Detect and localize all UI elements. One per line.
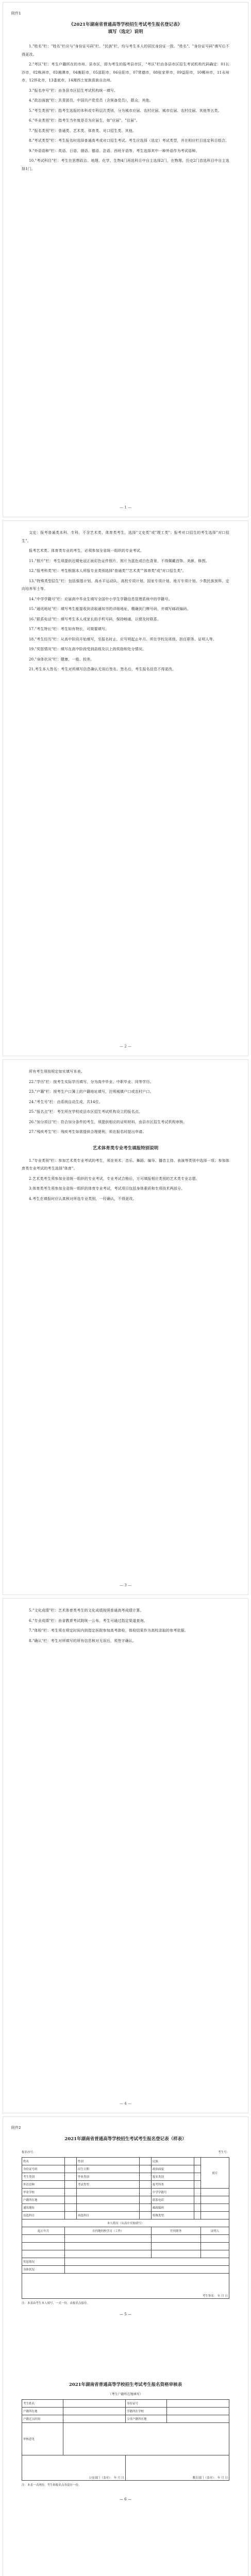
form-label: 首选科目 [22,2212,65,2219]
form-field[interactable] [200,2196,229,2204]
form-label: 身份证号 [125,2400,166,2408]
form-row [22,2165,229,2173]
police-seal[interactable]: 公安部门（盖章）： 年 月 日 [22,2455,126,2481]
document-page-3 [3,1059,248,1595]
photo-box[interactable]: 照片 [200,2158,229,2189]
health-label: 身体状况 [22,2266,65,2274]
form-field[interactable] [194,2173,201,2181]
page-number: — 2 — [120,1044,131,1048]
form-row [22,2400,229,2408]
form-label: 通讯地址 [22,2204,65,2212]
instruction-paragraph: 20."身体状况"栏：健康、一般、较差。 [29,657,94,662]
history-column-header: 起止年月 [22,2227,65,2235]
history-column-header: 任何职务 [151,2227,200,2235]
form-field[interactable] [200,2189,229,2196]
instructions-list [22,529,229,674]
health-field[interactable] [65,2266,229,2274]
form-field[interactable] [65,2181,77,2189]
form-row [22,2181,229,2189]
instruction-paragraph: 3.体育类考生须参加全省统一组织的体育专业考试，考试项目包括身体素质和专项技术两部分。 [29,1187,185,1191]
page-number: — 4 — [120,2102,131,2106]
form-field[interactable] [194,2204,201,2212]
instruction-paragraph: 2.艺术类考生须参加全省统一组织的专业考试，专业考试合格后，方可填报相应类别的艺术类专业志愿。 [29,1176,200,1181]
form-field[interactable] [140,2196,152,2204]
form-field[interactable] [194,2196,201,2204]
form-label: 民族 [151,2158,194,2165]
form-field[interactable] [194,2212,201,2219]
instruction-paragraph: 15."通讯地址"栏：填写考生能接收到录取通知书的详细地址，精确到门牌号码，并填写邮政编码。 [29,607,191,611]
form-label [76,2204,139,2212]
form-label: 邮政编码 [151,2204,194,2212]
instruction-paragraph: 25."报名点"栏：考生所在学校或县市区招生考试机构设立的报名点。 [29,1110,143,1114]
registration-form-table [22,2157,229,2299]
form-label: 毕业类别 [76,2173,139,2181]
form-label: 户籍所在地 [22,2196,65,2204]
form-label: 考生类别 [22,2173,65,2181]
reward-field[interactable] [65,2258,229,2266]
form-field[interactable] [65,2158,77,2165]
title-line-1: 《2021年湖南省普通高等学校招生考试考生报名登记表》 [69,22,182,27]
eligibility-review-table [22,2399,229,2481]
form2-subtitle: （考生户籍所在地填写） [108,2393,143,2396]
form1-registration-number-label: 报名序号： [22,2151,36,2154]
form-label: 父母户籍所在地 [125,2415,166,2423]
form-label: 户籍迁入时间 [22,2415,63,2423]
form-field[interactable] [65,2204,77,2212]
instruction-paragraph: 11."照片"栏：考生须提供近期免冠正面彩色证件照片，照片为蓝色或白色背景，不得佩戴首饰、美颜、修图。 [29,558,209,563]
document-page-forms [3,2116,248,2576]
instruction-paragraph: 1."姓名"栏："姓名"栏应与"身份证号码"栏、"民族"栏，均与考生本人的居民身份证一致。"姓名"、"身份证号码"填写后不得更改。 [22,44,229,57]
instruction-paragraph: 19."奖惩情况"栏：填写在高中阶段受到县级及以上的奖励和处分情况。 [29,647,146,651]
form-field[interactable] [194,2165,201,2173]
form-label [76,2196,139,2204]
instruction-paragraph: 7."报名类别"栏：普通类、艺术类、体育类、对口招生类、其他。 [29,128,137,133]
instruction-paragraph: 4.考生在填报时应认真核对所选专业类别，一经确认，不得更改。 [29,1196,137,1201]
form-field[interactable] [167,2400,229,2408]
instruction-paragraph: 6."专业成绩"栏：由省教育考试院统一公布，考生可通过指定渠道查询。 [29,1618,147,1623]
form-row [22,2196,229,2204]
page-gap [22,2316,229,2378]
review-opinion-field[interactable] [63,2423,229,2455]
form-field[interactable] [63,2400,126,2408]
instruction-paragraph: 所有考生须按规定如实填写本表。 [29,1070,85,1074]
document-title [22,21,229,36]
page-number: — 5 — [120,2312,131,2316]
document-page-2 [3,520,248,1056]
form-field[interactable] [65,2173,77,2181]
form1-exam-number-label: 考生号： [217,2151,229,2154]
form-label: 外语语种 [22,2181,65,2189]
instruction-paragraph: 18."考生经历"栏：从高中阶段开始填写，至报名时止，应写明起止年月、所在学校及班级、担任职务、证明人等。 [29,637,217,641]
page-number: — 1 — [120,505,131,510]
form-field[interactable] [65,2212,77,2219]
page-number: — 3 — [120,1583,131,1587]
form-field[interactable] [63,2408,126,2415]
form-row [22,2408,229,2415]
form2-title: 2021年湖南省普通高等学校招生考试考生报名资格审核表 [69,2382,182,2387]
instructions-list [22,1607,229,1645]
instruction-paragraph: 4."政治面貌"栏：共青团员，中国共产党党员（含预备党员），群众，其他。 [29,98,153,103]
history-header: 本人简历（从高中开始填写） [22,2219,229,2227]
instruction-paragraph: 12."报考科类"栏：考生根据本人所报专业类别选择"普通类""艺术类""体育类"或"对口招生类"。 [29,569,187,573]
section-title: 艺术体育类专业考生填报特别说明 [92,1145,159,1151]
attachment-label: 附件2 [11,2126,21,2130]
form-field[interactable] [194,2181,201,2189]
form-row [22,2204,229,2212]
instruction-paragraph: 2."考区"栏：考生户籍所在的市州、县市区，即为考生的报考县市区，"考区"栏由各县市区招生考试机构代码确定：01长沙市，02株洲市，03湘潭市，04衡阳市，05邵阳市，06岳阳市，07常德市，08张家界市，09益阳市，10郴州市，11永州市，12怀化市，13娄底市，14湘西土家族苗族自治州。 [22,62,229,82]
form-label: 毕业学校 [22,2189,65,2196]
form1-meta [22,2150,229,2154]
form-field[interactable] [140,2189,152,2196]
form-field[interactable] [194,2189,201,2196]
form-field[interactable] [140,2204,152,2212]
form-label: 审核意见 [22,2423,63,2455]
instruction-paragraph: 8."确认"栏：考生对所填写的所有信息核对无误后，须签字确认。 [29,1638,137,1643]
page-number: — 6 — [120,2497,131,2501]
form2-footnote: 注：本表一式两份，考生和报名点各留存一份。 [22,2484,81,2487]
instruction-paragraph: 5."文化成绩"栏：艺术体育类考生的文化成绩按照普通高考成绩计算。 [29,1608,144,1613]
form-row [22,2423,229,2455]
form1-title: 2021年湖南省普通高等学校招生考试考生报名登记表（样表） [64,2137,187,2142]
form-row [22,2212,229,2219]
instruction-paragraph: 23."户籍"栏：按考生户口簿上的户籍地址填写，注明城镇户口或农村户口。 [29,1090,154,1094]
form-label: 报考科类 [151,2181,194,2189]
form-field[interactable] [140,2165,152,2173]
history-column-header: 在何地何校学习（工作） [65,2227,152,2235]
instruction-paragraph: 24."考生号"栏：由系统自动生成，共14位。 [29,1099,103,1104]
form-field[interactable] [140,2181,152,2189]
instruction-paragraph: 7."体检"栏：考生须在规定时间内到指定医院参加高考体检，体检结果作为高校录取的参考依据。 [29,1629,189,1633]
form-label: 联系电话 [151,2196,194,2204]
form-row [22,2189,229,2196]
form-label [76,2189,139,2196]
form-label: 政治面貌 [151,2165,194,2173]
applicant-signature[interactable]: 考生签名： 年 月 日 [22,2274,229,2299]
form-label: 考试类型 [76,2181,139,2189]
instruction-paragraph: 报考艺术类、体育类专业的考生，必须参加全省统一组织的专业考试。 [29,549,144,553]
form-field[interactable] [65,2196,77,2204]
form-label: 身份证号码 [22,2165,65,2173]
instruction-paragraph: 10."考试科目"栏：考生在思想政治、地理、化学、生物4门再选科目中自主选择2门，在物理、历史2门首选科目中自主选择1门。 [22,159,229,171]
instruction-paragraph: 6."毕业类别"栏：指考生当年度是否为应届生，如"应届"、"往届"。 [29,118,140,123]
history-column-header: 证明人 [200,2227,229,2235]
instruction-paragraph: 5."考生类别"栏：指考生选报的本科或专科层次类别，分为城市应届、农村应届、城市往届、农村往届、其他等五类。 [29,108,222,113]
title-line-2: 填写（选定）说明 [108,29,143,35]
form-label: 学籍所在学校 [125,2408,166,2415]
form-field[interactable] [167,2415,229,2423]
form-label: 姓名 [22,2158,65,2165]
instruction-paragraph: 26."加分项目"栏：符合加分条件的考生，须提供相应的证明材料，由县市区招生考试机构审核。 [29,1120,187,1124]
reward-label: 奖惩情况 [22,2258,65,2266]
form-field[interactable] [200,2204,229,2212]
section-instructions [22,1157,229,1204]
instruction-paragraph: 17."考生特长"栏：考生如有特长，可简要填写。 [29,627,109,631]
form-field[interactable] [65,2189,77,2196]
instruction-paragraph: 3."报名序号"栏：由各县市区招生考试机构统一填写。 [29,88,118,93]
attachment-label: 附件1 [11,11,21,15]
form-field[interactable] [140,2173,152,2181]
instruction-paragraph: 21.考生本人签名：考生对所填写信息确认无误后签名。签名后，考生报名信息不得更改。 [29,667,176,671]
instruction-paragraph: 文史：报考普通类本科、专科，不含艺术类、体育类考生，选择"文史类"或"理工类"；报考对口招生的考生选择"对口招生"。 [22,531,229,543]
form-label: 再选科目 [76,2212,139,2219]
form-label: 报名类别 [151,2173,194,2181]
form-label: 特殊类型 [151,2212,194,2219]
instruction-paragraph: 13."特殊类型招生"栏：包括强基计划、高水平运动队、高校专项计划、国家专项计划、地方专项计划、少数民族预科、定向培养军士等。 [22,579,229,591]
instruction-paragraph: 27."残疾考生"栏：残疾考生如需提供合理便利，须在报名时提出申请。 [29,1130,146,1134]
form-field[interactable] [140,2158,152,2165]
instruction-paragraph: 22."学历"栏：按考生实际学历填写，分为高中毕业、中职毕业、同等学历。 [29,1079,154,1084]
form-field[interactable] [194,2158,201,2165]
form-label: 出生日期 [76,2165,139,2173]
instruction-paragraph: 14."中学学籍号"栏：应届高中毕业生填写全国中小学生学籍信息管理系统中的学籍号。 [29,597,172,601]
document-page-4 [3,1598,248,2113]
instruction-paragraph: 9."外语语种"栏：英语、日语、俄语、德语、法语、西班牙语等，考生选择其中一种外语作为考试语种。 [29,148,199,153]
form-field[interactable] [140,2212,152,2219]
education-seal[interactable]: 教育部门（盖章）： 年 月 日 [125,2455,229,2481]
form-field[interactable] [167,2408,229,2415]
instruction-paragraph: 1."专业类别"栏：参加艺术类专业考试的考生，须在美术、音乐、舞蹈、编导、播音主持、表演等类别中选择一项；参加体育类专业考试的考生选择"体育"。 [22,1158,229,1171]
form-row [22,2415,229,2423]
form-label: 考生姓名 [22,2400,63,2408]
form-row [22,2158,229,2165]
instruction-paragraph: 16."联系电话"栏：填写考生本人或家长的手机号码，保持畅通，以便及时联系。 [29,617,161,621]
form-label: 性别 [76,2158,139,2165]
form-field[interactable] [63,2415,126,2423]
form-label: 中学学籍号 [151,2189,194,2196]
form-label: 户籍所在地 [22,2408,63,2415]
instruction-paragraph: 8."考试类型"栏：考生报名时选择普通高考或对口招生考试。考生应选择（选定）考试类型，并在相应栏目选定科目组合。 [29,139,229,143]
instructions-list [22,1068,229,1137]
form-field[interactable] [65,2165,77,2173]
form1-footnote: 注：本表由考生本人填写，一式一份，由报名点留存。 [22,2302,90,2305]
instructions-list [22,43,229,173]
document-page-1 [3,2,248,517]
form-field[interactable] [200,2212,229,2219]
form-row [22,2173,229,2181]
